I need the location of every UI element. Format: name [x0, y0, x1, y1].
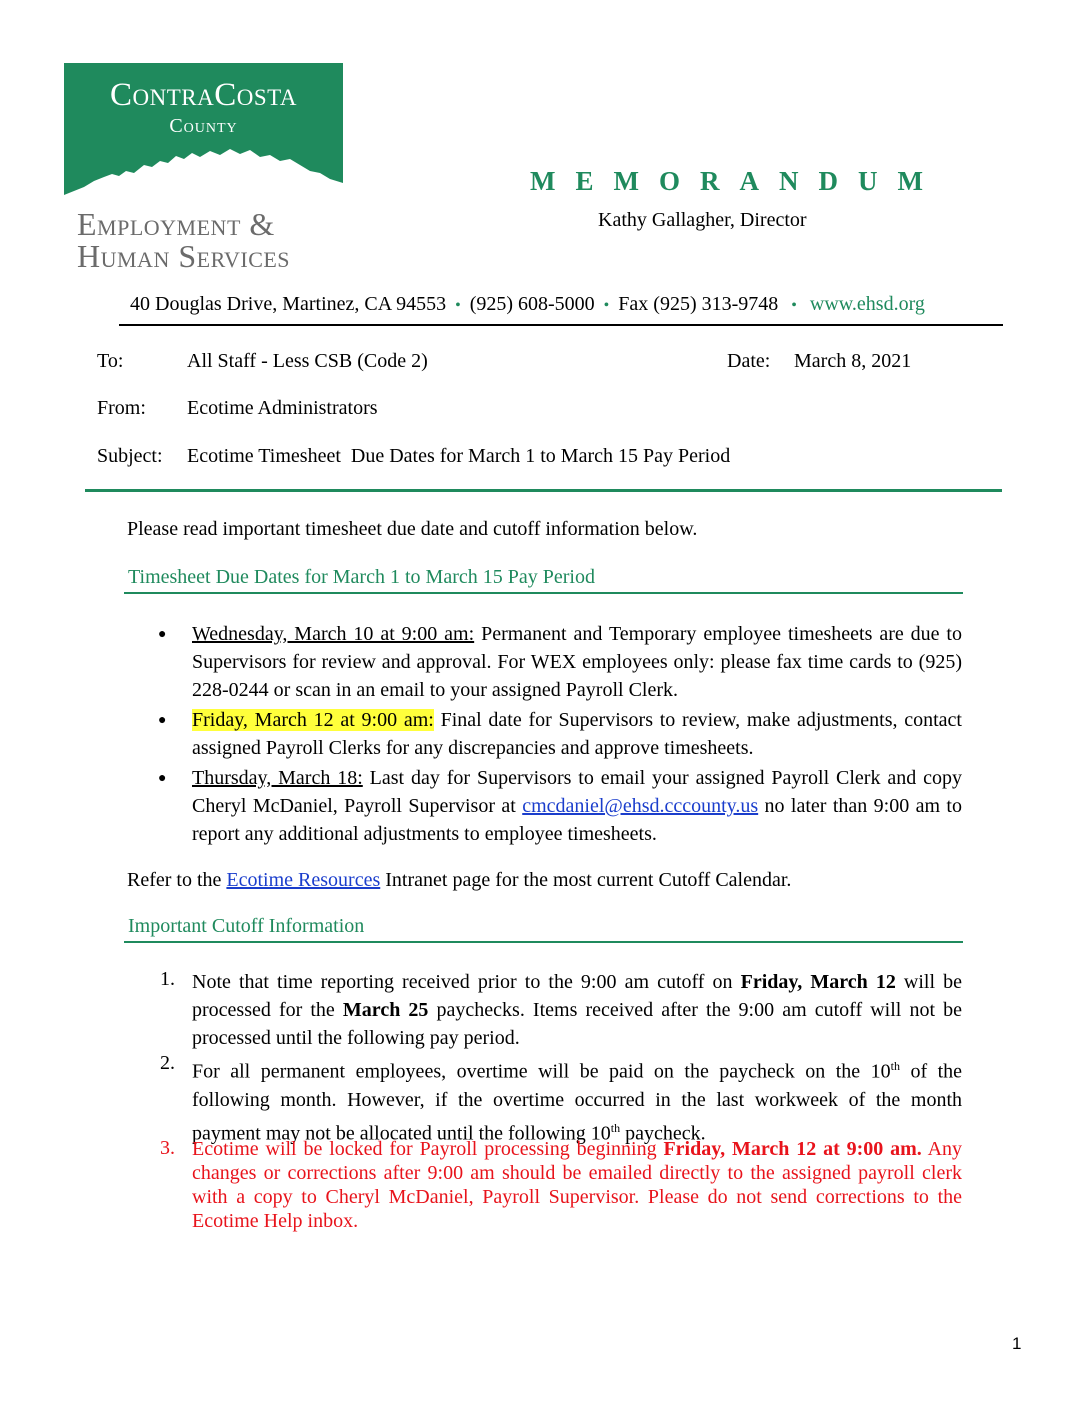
divider: [119, 324, 1003, 326]
logo-text-contracosta: ContraCosta: [110, 77, 297, 113]
address-line: [130, 293, 925, 316]
from-value: Ecotime Administrators: [187, 397, 378, 419]
to-label: To:: [97, 350, 124, 372]
superscript: th: [610, 1120, 621, 1135]
list-item-warning: [192, 1137, 962, 1233]
county-logo: [64, 63, 343, 203]
logo-text-county: County: [169, 115, 238, 137]
logo-text-employment: Employment &: [77, 206, 275, 242]
refer-prefix: Refer to the: [127, 869, 227, 891]
bullet-icon: ●: [158, 713, 167, 728]
from-label: From:: [97, 397, 146, 419]
logo-text-human-services: Human Services: [77, 238, 291, 274]
ecotime-resources-link[interactable]: Ecotime Resources: [226, 869, 381, 891]
due-date: Wednesday, March 10 at 9:00 am:: [192, 623, 475, 645]
list-item: [192, 1052, 962, 1147]
item-text: Last day for Supervisors to email your assigned Payroll Clerk and copy Cheryl McDaniel, Payroll Supervisor at: [192, 767, 962, 817]
separator-dot: •: [791, 297, 797, 314]
list-item: [192, 620, 962, 704]
item-text: of the following month. However, if the overtime occurred in the last workweek of the month payment may not be allocated until the following 10: [192, 1060, 963, 1145]
intro-text: Please read important timesheet due date and cutoff information below.: [127, 518, 698, 540]
item-bold: March 25: [342, 999, 429, 1021]
separator-dot: •: [455, 297, 461, 314]
page-number: 1: [1012, 1334, 1022, 1353]
list-number: 3.: [160, 1137, 175, 1159]
item-text: For all permanent employees, overtime will be paid on the paycheck on the 10: [192, 1060, 891, 1083]
bullet-icon: ●: [158, 771, 167, 786]
item-text: Ecotime will be locked for Payroll processing beginning: [192, 1138, 664, 1160]
list-number: 1.: [160, 968, 175, 990]
item-text: no later than 9:00 am to report any additional adjustments to employee timesheets.: [192, 795, 962, 845]
item-bold: Friday, March 12: [740, 971, 896, 993]
refer-text: [127, 866, 791, 894]
item-text: Note that time reporting received prior to the 9:00 am cutoff on: [192, 971, 741, 993]
date-value: March 8, 2021: [794, 350, 912, 372]
address-street: 40 Douglas Drive, Martinez, CA 94553: [130, 293, 447, 315]
bullet-icon: ●: [158, 627, 167, 642]
list-item: [192, 968, 962, 1052]
item-text: paycheck.: [620, 1122, 706, 1145]
date-label: Date:: [727, 350, 771, 372]
item-bold: Friday, March 12 at 9:00 am.: [663, 1138, 922, 1160]
item-text: Permanent and Temporary employee timesheets are due to Supervisors for review and approval. For WEX employees only: please fax time cards to (925) 228-0244 or scan in an email to your assigned Payroll Clerk.: [192, 623, 962, 701]
list-item: [192, 706, 962, 762]
subject-value: Ecotime Timesheet Due Dates for March 1 to March 15 Pay Period: [187, 445, 731, 467]
section-rule: [124, 941, 963, 943]
due-date-highlighted: Friday, March 12 at 9:00 am:: [192, 709, 434, 731]
section-rule: [124, 592, 963, 594]
list-item: [192, 764, 962, 848]
to-value: All Staff - Less CSB (Code 2): [187, 350, 428, 372]
email-link[interactable]: cmcdaniel@ehsd.cccounty.us: [522, 795, 759, 817]
refer-suffix: Intranet page for the most current Cutoff Calendar.: [380, 869, 792, 891]
memo-director: Kathy Gallagher, Director: [598, 209, 807, 231]
section-heading-cutoff: Important Cutoff Information: [128, 915, 365, 937]
item-text: Any changes or corrections after 9:00 am should be emailed directly to the assigned payroll clerk with a copy to Cheryl McDaniel, Payroll Supervisor. Please do not send corrections to the Ecotime Help inbox.: [192, 1138, 963, 1232]
section-heading-due-dates: Timesheet Due Dates for March 1 to March 15 Pay Period: [128, 566, 595, 588]
website-link[interactable]: www.ehsd.org: [809, 293, 925, 315]
item-text: paychecks. Items received after the 9:00 am cutoff will not be processed until the following pay period.: [192, 999, 962, 1049]
address-phone: (925) 608-5000: [469, 293, 595, 315]
address-fax: Fax (925) 313-9748: [618, 293, 779, 315]
divider: [85, 489, 1002, 492]
separator-dot: •: [603, 297, 610, 314]
item-text: will be processed for the: [192, 971, 962, 1021]
mountain-icon: [64, 141, 343, 203]
item-text: Final date for Supervisors to review, make adjustments, contact assigned Payroll Clerks for any discrepancies and approve timesheets.: [192, 709, 962, 759]
list-number: 2.: [160, 1052, 175, 1074]
superscript: th: [890, 1059, 900, 1073]
due-date: Thursday, March 18:: [192, 767, 363, 789]
memo-title: MEMORANDUM: [530, 166, 943, 196]
subject-label: Subject:: [97, 445, 163, 467]
